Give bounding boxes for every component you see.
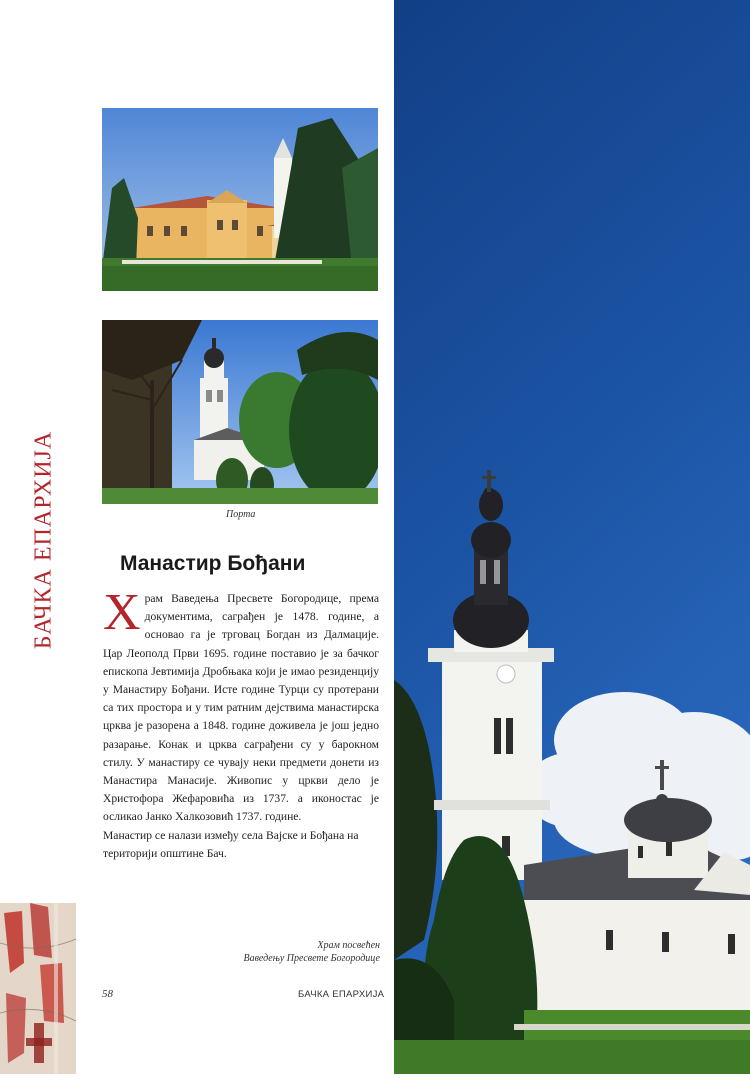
caption-line-2: Ваведењу Пресвете Богородице (243, 953, 380, 964)
running-title: БАЧКА ЕПАРХИЈА (298, 989, 385, 1000)
drop-cap: Х (103, 584, 141, 641)
monastery-konak-photo (102, 108, 378, 291)
side-title (24, 430, 64, 650)
church-large-photo (394, 0, 750, 1074)
page-number: 58 (102, 988, 113, 1000)
side-title-text: БАЧКА ЕПАРХИЈА (30, 430, 57, 650)
body-paragraph-1: рам Ваведења Пресвете Богородице, према документима, саграђен је 1478. године, а основао га је трговац Богдан из Далмације. Цар Леополд Први 1695. године поставио је за бачког епископа Јевтимија Дробњака који је имао резиденцију у Манастиру Бођани. Исте године Турци су протерани са тих простора и у тим ратним дејствима манастирска црква је разорена а 1848. године доживела је још једно разарање. Конак и црква саграђени су у барокном стилу. У манастиру се чувају неки предмети донети из Манастира Манасије. Живопис у цркви дело је Христофора Жефаровића из 1737. а иконостас је осликао Јанко Халкозовић 1737. године. (103, 592, 379, 824)
article-heading: Манастир Бођани (120, 552, 306, 575)
fresco-fragment-image (0, 903, 76, 1074)
article-body (103, 584, 379, 863)
body-paragraph-2: Манастир се налази између села Вајске и Бођана на територији општине Бач. (103, 828, 359, 860)
photo-caption-church (243, 939, 380, 965)
church-tower-porta-photo (102, 320, 378, 504)
caption-line-1: Храм посвећен (317, 940, 380, 951)
photo-caption-porta: Порта (226, 509, 256, 520)
